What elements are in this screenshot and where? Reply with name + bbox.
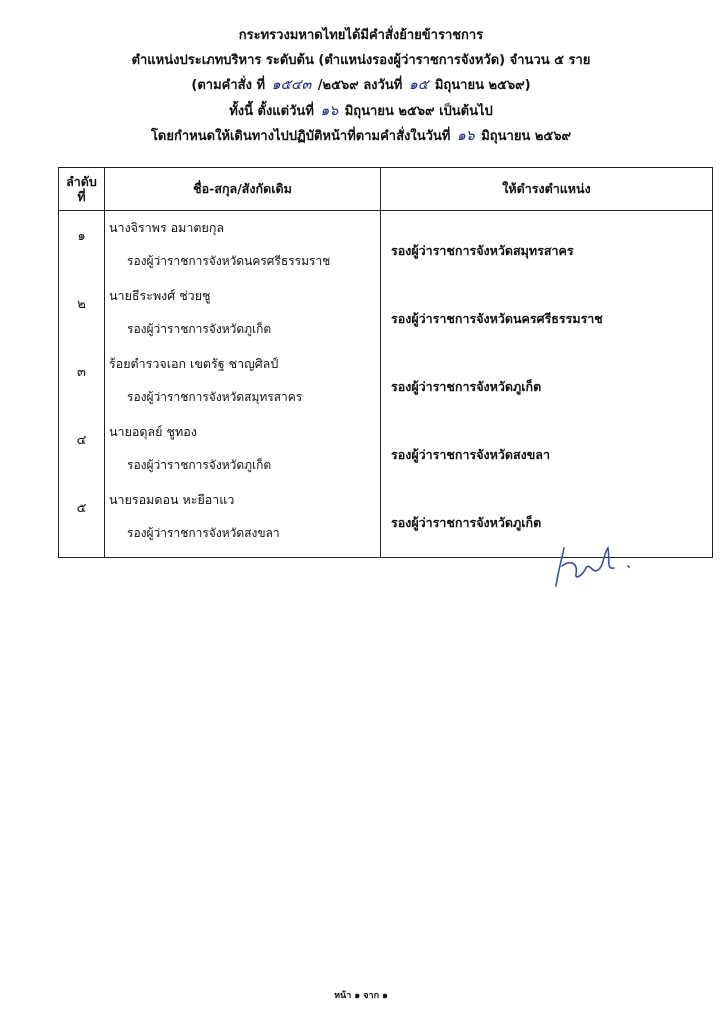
previous-position: รองผู้ว่าราชการจังหวัดสงขลา (127, 526, 280, 540)
header-line-5 (0, 124, 722, 150)
previous-position: รองผู้ว่าราชการจังหวัดสมุทรสาคร (127, 390, 303, 404)
order-date-suffix: มิถุนายน ๒๕๖๙) (434, 78, 531, 93)
report-prefix: โดยกำหนดให้เดินทางไปปฏิบัติหน้าที่ตามคำสั่งในวันที่ (150, 129, 451, 144)
table-row (59, 415, 713, 483)
order-prefix: (ตามคำสั่ง ที่ (191, 78, 266, 93)
table-header-row (59, 168, 713, 211)
row-name-cell (105, 483, 381, 558)
new-position: รองผู้ว่าราชการจังหวัดสมุทรสาคร (391, 243, 574, 258)
row-number: ๔ (76, 433, 87, 448)
new-position: รองผู้ว่าราชการจังหวัดสงขลา (391, 447, 550, 462)
row-number: ๓ (77, 365, 86, 380)
person-name: นายธีระพงศ์ ช่วยชู (109, 288, 211, 303)
row-number: ๕ (76, 501, 87, 516)
new-position: รองผู้ว่าราชการจังหวัดนครศรีธรรมราช (391, 311, 603, 326)
row-number: ๒ (77, 297, 86, 312)
order-number: ๑๕๔๓ (271, 77, 312, 93)
header-line-1: กระทรวงมหาดไทยได้มีคำสั่งย้ายข้าราชการ (238, 28, 484, 43)
row-name-cell (105, 211, 381, 280)
row-position-cell (381, 483, 713, 558)
column-header-no (59, 168, 105, 211)
column-header-name: ชื่อ-สกุล/สังกัดเดิม (105, 168, 381, 211)
new-position: รองผู้ว่าราชการจังหวัดภูเก็ต (391, 515, 542, 530)
row-number-cell (59, 279, 105, 347)
column-header-position: ให้ดำรงตำแหน่ง (381, 168, 713, 211)
transfer-table (58, 167, 713, 558)
new-position: รองผู้ว่าราชการจังหวัดภูเก็ต (391, 379, 542, 394)
person-name: ร้อยตำรวจเอก เขตรัฐ ชาญศิลป์ (109, 356, 279, 371)
report-suffix: มิถุนายน ๒๕๖๙ (481, 129, 572, 144)
column-header-no-line1: ลำดับ (66, 174, 97, 189)
row-name-cell (105, 279, 381, 347)
signature-mark (548, 540, 640, 590)
person-name: นายอดุลย์ ชูทอง (109, 424, 197, 439)
row-position-cell (381, 415, 713, 483)
column-header-no-line2: ที่ (77, 189, 86, 204)
row-position-cell (381, 211, 713, 280)
row-number-cell (59, 415, 105, 483)
order-day: ๑๕ (408, 77, 429, 93)
table-row (59, 347, 713, 415)
header-line-2: ตำแหน่งประเภทบริหาร ระดับต้น (ตำแหน่งรองผู้ว่าราชการจังหวัด) จำนวน ๕ ราย (131, 52, 591, 68)
row-number-cell (59, 483, 105, 558)
document-header (0, 24, 722, 150)
effective-day: ๑๖ (320, 102, 339, 119)
header-line-3 (0, 73, 722, 99)
row-number-cell (59, 211, 105, 280)
header-line-4 (0, 99, 722, 125)
row-position-cell (381, 347, 713, 415)
row-name-cell (105, 347, 381, 415)
row-position-cell (381, 279, 713, 347)
person-name: นายรอมดอน หะยีอาแว (109, 492, 235, 507)
previous-position: รองผู้ว่าราชการจังหวัดนครศรีธรรมราช (127, 254, 331, 268)
row-name-cell (105, 415, 381, 483)
person-name: นางจิราพร อมาตยกุล (109, 220, 225, 235)
previous-position: รองผู้ว่าราชการจังหวัดภูเก็ต (127, 322, 272, 336)
signature-stroke (556, 548, 629, 586)
effective-suffix: มิถุนายน ๒๕๖๙ เป็นต้นไป (344, 103, 493, 119)
page-footer: หน้า ๑ จาก ๑ (334, 991, 388, 1001)
table-body (59, 211, 713, 558)
table-row (59, 211, 713, 280)
row-number-cell (59, 347, 105, 415)
order-date-prefix: /๒๕๖๙ ลงวันที่ (317, 78, 403, 93)
table-row (59, 279, 713, 347)
effective-prefix: ทั้งนี้ ตั้งแต่วันที่ (229, 103, 314, 119)
previous-position: รองผู้ว่าราชการจังหวัดภูเก็ต (127, 458, 272, 472)
report-day: ๑๖ (456, 128, 475, 144)
row-number: ๑ (77, 229, 86, 244)
